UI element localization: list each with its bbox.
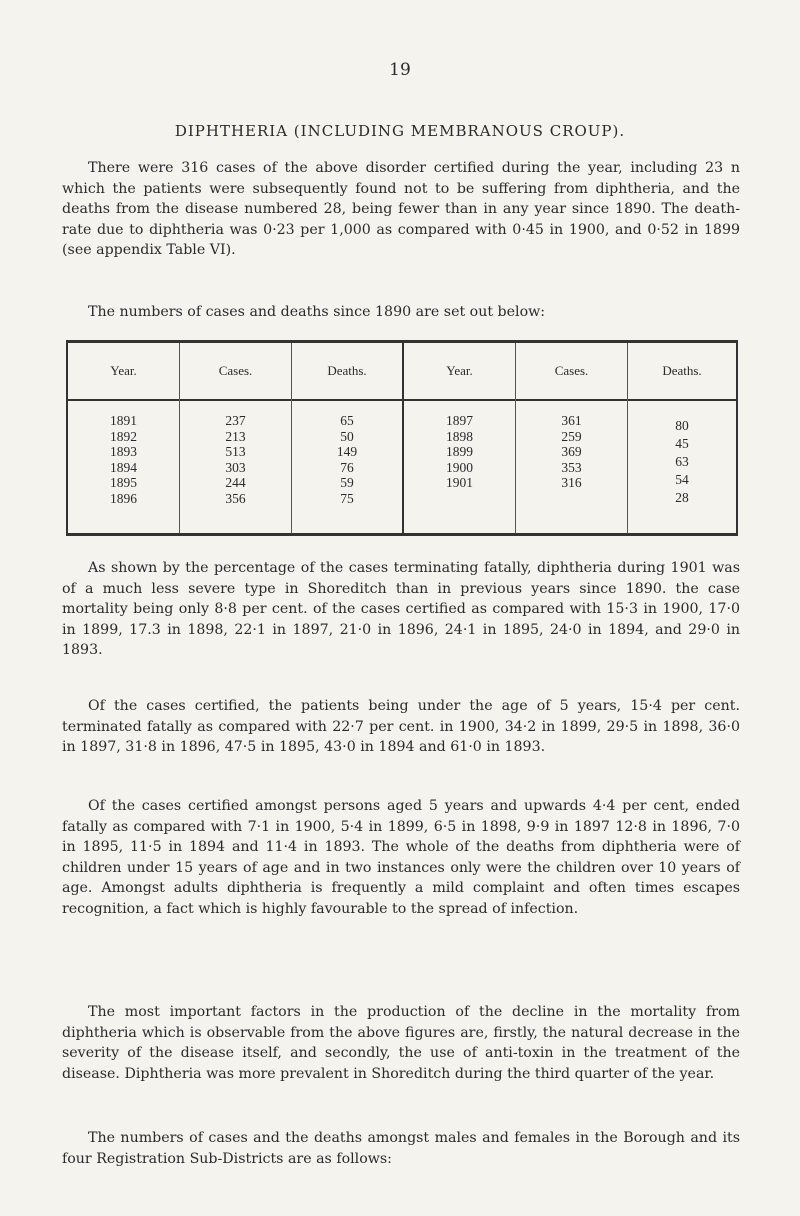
table-cell: 513	[225, 444, 246, 460]
header-year: Year.	[68, 343, 179, 401]
paragraph-subdistricts-intro: The numbers of cases and the deaths amongst males and females in the Borough and its four Registration Sub-Districts are as follows:	[62, 1130, 740, 1167]
table-cell: 28	[675, 490, 689, 505]
table-cell: 50	[340, 428, 354, 444]
paragraph-decline-factors: The most important factors in the production of the decline in the mortality from diphtheria which is observable from the above figures are, firstly, the natural decrease in the severity of the disease itself, and secondly, the use of anti-toxin in the treatment of the disease. Diphtheria was more prevalent in Shoreditch during the third quarter of the year.	[62, 1004, 740, 1082]
header-cases: Cases.	[180, 343, 291, 401]
page-number: 19	[389, 60, 411, 80]
paragraph-under-five: Of the cases certified, the patients being under the age of 5 years, 15·4 per cent. terminated fatally as compared with 22·7 per cent. in 1900, 34·2 in 1899, 29·5 in 1898, 36·0 in 1897, 31·8 in 1896, 47·5 in 1895, 43·0 in 1894 and 61·0 in 1893.	[62, 698, 740, 755]
table-cell: 316	[561, 475, 582, 491]
table-cell: 75	[340, 490, 354, 506]
cases-list	[180, 401, 291, 507]
paragraph-five-and-upwards: Of the cases certified amongst persons aged 5 years and upwards 4·4 per cent, ended fatally as compared with 7·1 in 1900, 5·4 in 1899, 6·5 in 1898, 9·9 in 1897 12·8 in 1896, 7·0 in 1895, 11·5 in 1894 and 11·4 in 1893. The whole of the deaths from diphtheria were of children under 15 years of age and in two instances only were the children over 10 years of age. Amongst adults diphtheria is frequently a mild complaint and often times escapes recognition, a fact which is highly favourable to the spread of infection.	[62, 798, 740, 917]
table-cell: 259	[561, 428, 582, 444]
table-cell: 1900	[446, 459, 473, 475]
cases-deaths-table	[66, 340, 738, 536]
table-cell: 1898	[446, 428, 473, 444]
table-cell: 1893	[110, 444, 137, 460]
table-cell: 54	[675, 472, 689, 487]
table-cell: 76	[340, 459, 354, 475]
table-cell: 356	[225, 490, 246, 506]
table-cell: 45	[675, 436, 689, 451]
table-cell: 80	[675, 418, 689, 433]
paragraph-table-intro: The numbers of cases and deaths since 1890 are set out below:	[88, 304, 546, 320]
cases-list	[516, 401, 627, 491]
table-cell: 63	[675, 454, 689, 469]
column-year-left	[68, 343, 180, 533]
table-cell: 353	[561, 459, 582, 475]
header-deaths: Deaths.	[292, 343, 402, 401]
table-cell: 369	[561, 444, 582, 460]
paragraph-case-mortality: As shown by the percentage of the cases terminating fatally, diphtheria during 1901 was of a much less severe type in Shoreditch than in previous years since 1890. the case mortality being only 8·8 per cent. of the cases certified as compared with 15·3 in 1900, 17·0 in 1899, 17.3 in 1898, 22·1 in 1897, 21·0 in 1896, 24·1 in 1895, 24·0 in 1894, and 29·0 in 1893.	[62, 560, 740, 658]
table-cell: 1891	[110, 413, 137, 428]
column-cases-right	[516, 343, 628, 533]
table-cell: 244	[225, 475, 246, 491]
deaths-list	[292, 401, 402, 507]
column-cases-left	[180, 343, 292, 533]
table-cell: 1894	[110, 459, 137, 475]
header-year: Year.	[404, 343, 515, 401]
table-cell: 1899	[446, 444, 473, 460]
paragraph-intro: There were 316 cases of the above disorder certified during the year, including 23 n which the patients were subsequently found not to be suffering from diphtheria, and the deaths from the disease numbered 28, being fewer than in any year since 1890. The death-rate due to diphtheria was 0·23 per 1,000 as compared with 0·45 in 1900, and 0·52 in 1899 (see appendix Table VI).	[62, 160, 740, 258]
table-cell: 59	[340, 475, 354, 491]
deaths-list	[628, 401, 736, 507]
table-cell: 1896	[110, 490, 137, 506]
year-list	[404, 401, 515, 491]
table-cell: 1892	[110, 428, 137, 444]
table-cell: 303	[225, 459, 246, 475]
table-cell: 1901	[446, 475, 473, 491]
table-cell: 1895	[110, 475, 137, 491]
header-deaths: Deaths.	[628, 343, 736, 401]
year-list	[68, 401, 179, 507]
section-heading: DIPHTHERIA (INCLUDING MEMBRANOUS CROUP).	[174, 122, 626, 140]
column-year-right	[404, 343, 516, 533]
table-cell: 237	[225, 413, 246, 428]
table-cell: 361	[561, 413, 582, 428]
table-cell: 65	[340, 413, 354, 428]
table-cell: 213	[225, 428, 246, 444]
header-cases: Cases.	[516, 343, 627, 401]
column-deaths-left	[292, 343, 404, 533]
table-cell: 149	[336, 444, 358, 460]
column-deaths-right	[628, 343, 736, 533]
table-cell: 1897	[446, 413, 473, 428]
